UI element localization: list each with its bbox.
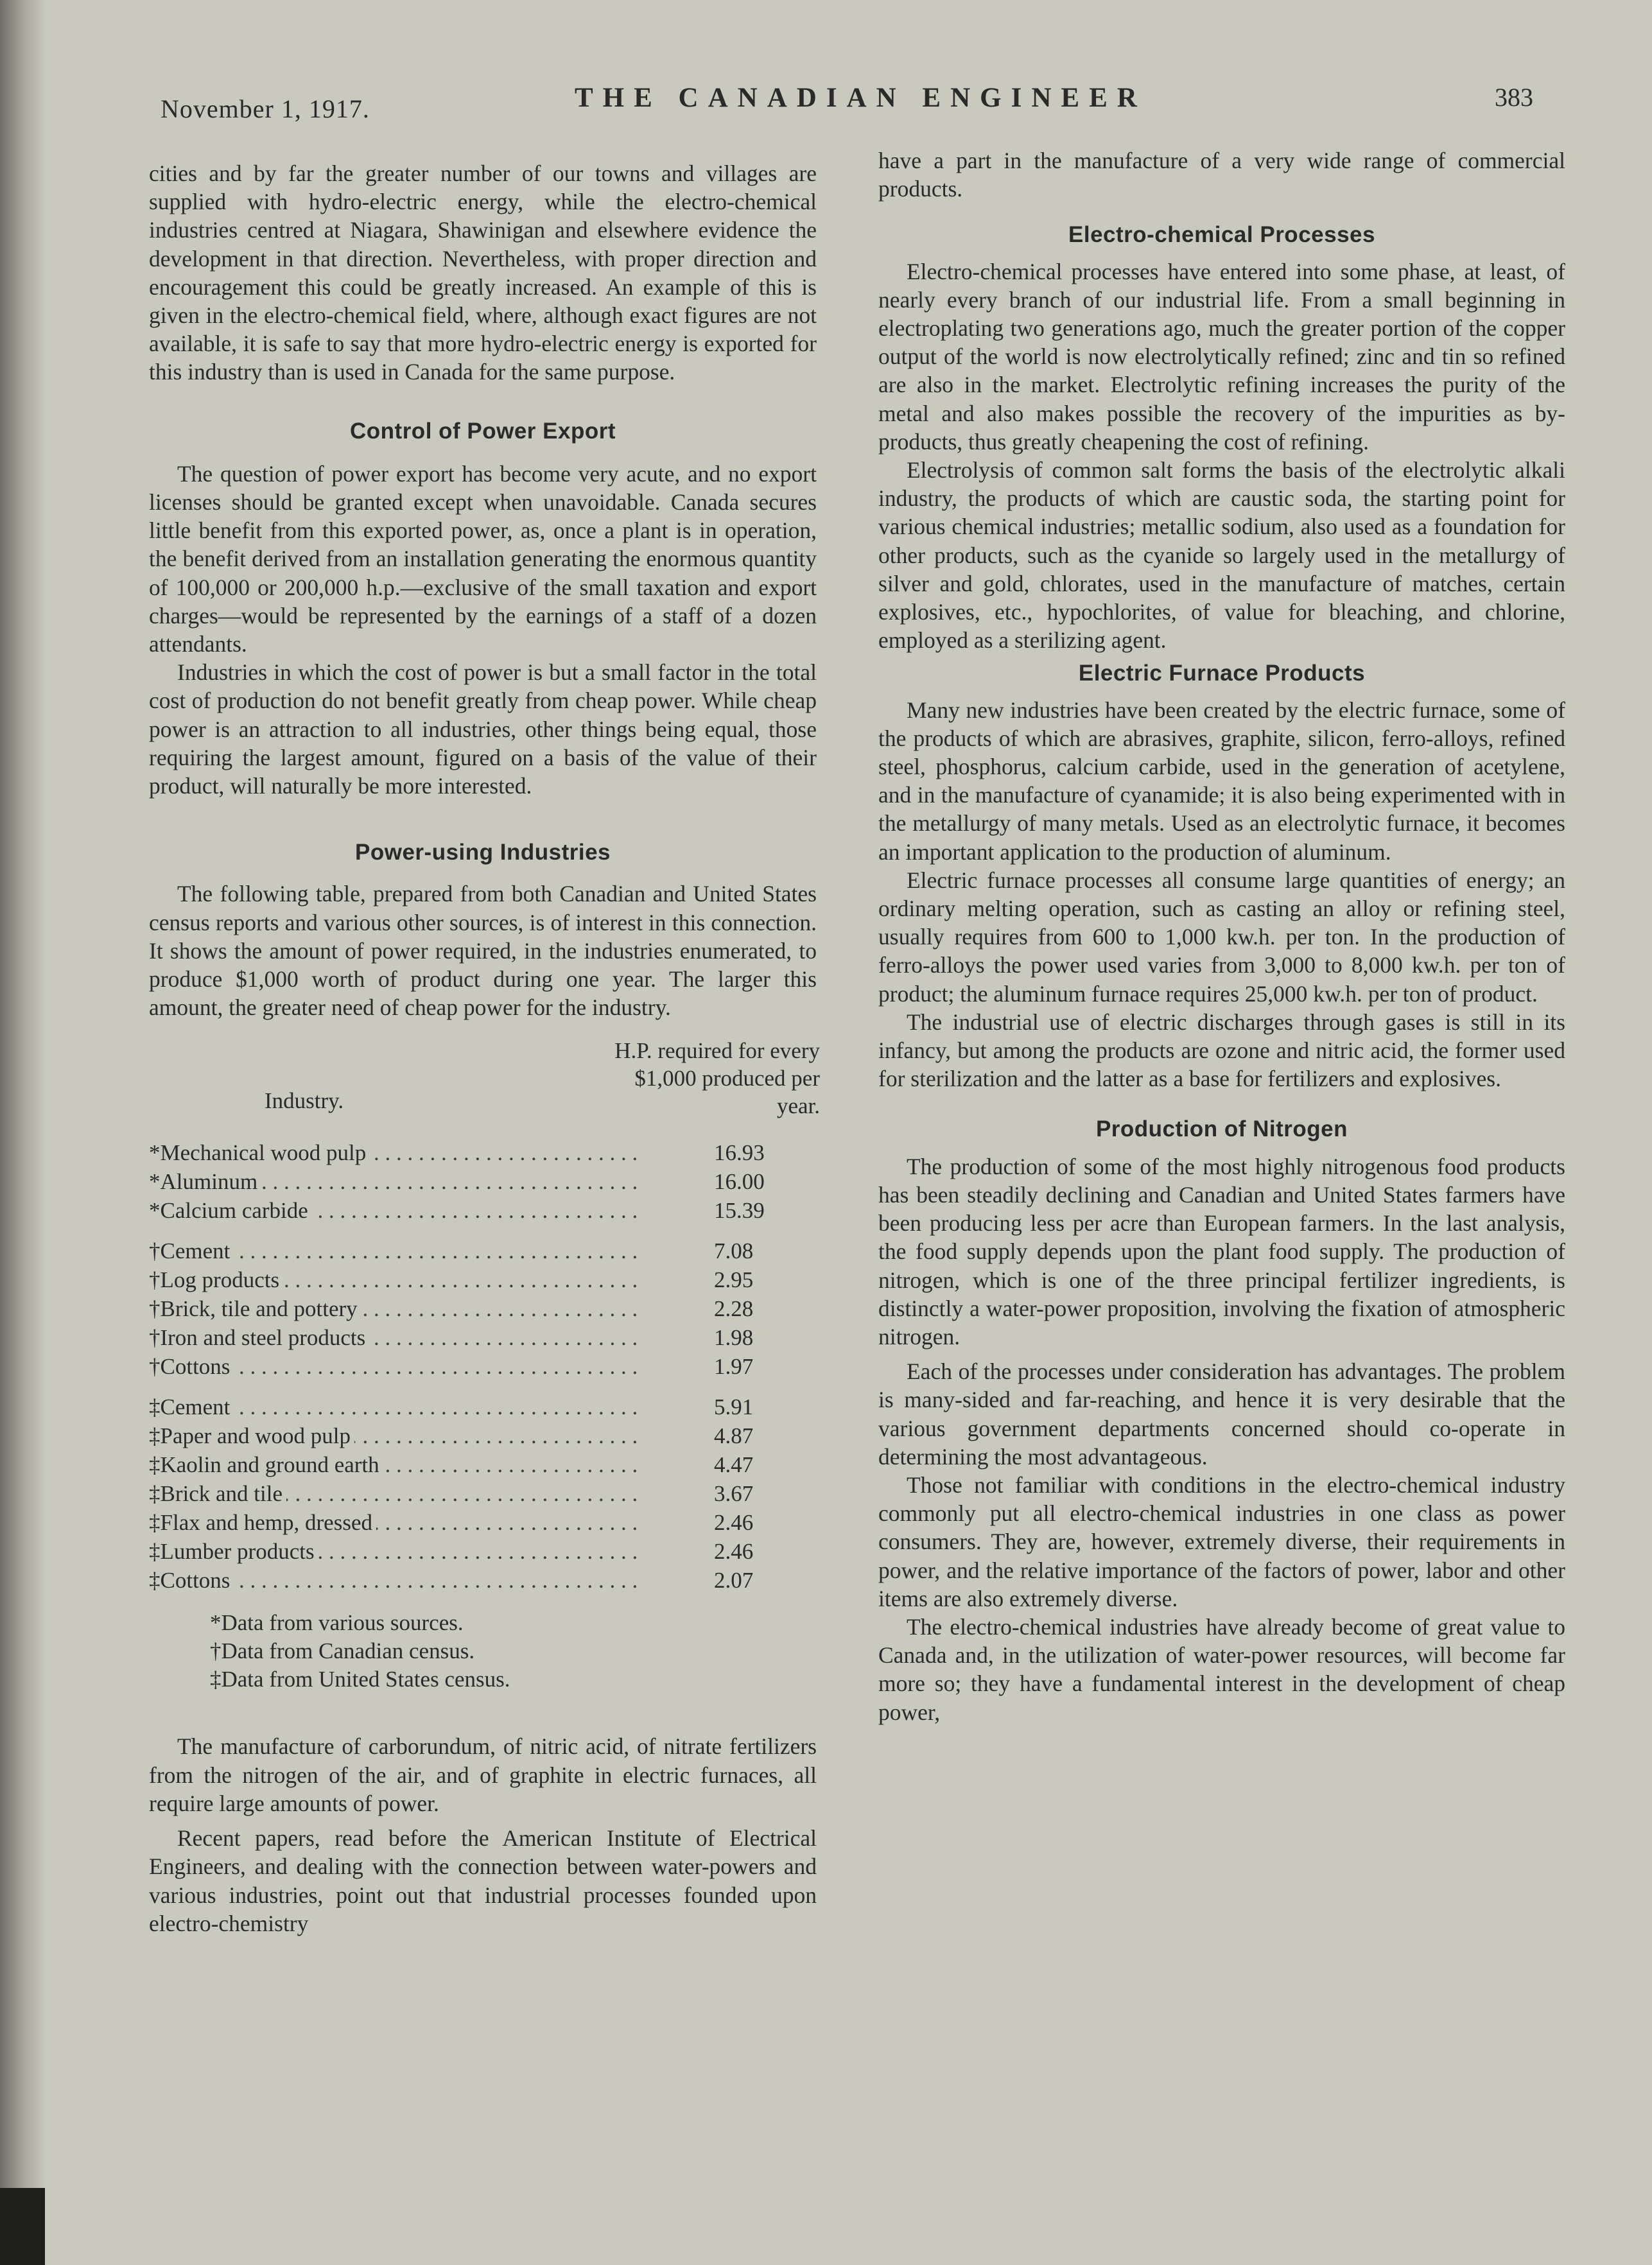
table-row <box>149 1237 817 1265</box>
issue-date: November 1, 1917. <box>161 94 370 123</box>
table-note: ‡Data from United States census. <box>210 1667 510 1692</box>
table-note: †Data from Canadian census. <box>210 1638 475 1664</box>
table-header <box>149 1037 820 1127</box>
table-group <box>149 1393 817 1595</box>
heading-control-of-power-export: Control of Power Export <box>350 418 616 444</box>
industry-name: †Brick, tile and pottery <box>149 1296 361 1321</box>
hp-value: 1.97 <box>714 1354 754 1380</box>
table-row <box>149 1294 817 1323</box>
hp-value: 2.07 <box>714 1568 754 1593</box>
left-intro-paragraph: cities and by far the greater number of our towns and villages are supplied with hydro-electric energy, while the electro-chemical industries centred at Niagara, Shawinigan and elsewhere evidence the development in that direction. Nevertheless, with proper direction and encouragement this could be greatly increased. An example of this is given in the electro-chemical field, where, although exact figures are not available, it is safe to say that more hydro-electric energy is exported for this industry than is used in Canada for the same purpose. <box>149 161 817 385</box>
heading-power-using-industries: Power-using Industries <box>355 840 611 865</box>
hp-value: 15.39 <box>714 1198 765 1224</box>
power-requirements-table <box>149 1037 820 1694</box>
table-row <box>149 1537 817 1566</box>
nitrogen-paragraph-2: Each of the processes under consideration has advantages. The problem is many-sided and far-reaching, and hence it is very desirable that the various government departments concerned should co-operate in determining the most advantageous. <box>878 1358 1565 1470</box>
nitrogen-paragraph-1: The production of some of the most highly nitrogenous food products has been steadily declining and Canadian and United States farmers have been producing less per acre than European farmers. In the last analysis, the food supply depends upon the plant food supply. The production of nitrogen, which is one of the three principal fertilizer ingredients, is distinctly a water-power proposition, involving the fixation of atmospheric nitrogen. <box>878 1153 1565 1349</box>
industry-name: ‡Brick and tile <box>149 1481 286 1506</box>
left-column <box>149 159 820 1938</box>
hp-value: 2.95 <box>714 1267 754 1293</box>
hp-value: 2.46 <box>714 1510 754 1536</box>
industry-name: ‡Flax and hemp, dressed <box>149 1510 376 1535</box>
table-row <box>149 1265 817 1294</box>
industry-name: †Cement <box>149 1238 234 1263</box>
nitrogen-paragraph-4: The electro-chemical industries have already become of great value to Canada and, in the utilization of water-power resources, will become far more so; they have a fundamental interest in the development of cheap power, <box>878 1613 1565 1725</box>
recent-papers-paragraph: Recent papers, read before the American Institute of Electrical Engineers, and dealing with the connection between water-powers and various industries, point out that industrial processes founded upon electro-chemistry <box>149 1825 817 1936</box>
right-column <box>878 146 1565 1726</box>
hp-value: 4.47 <box>714 1452 754 1478</box>
table-row <box>149 1421 817 1450</box>
table-row <box>149 1323 817 1352</box>
table-body <box>149 1138 817 1595</box>
industry-name: ‡Kaolin and ground earth <box>149 1452 383 1477</box>
industry-name: †Cottons <box>149 1354 234 1379</box>
page-binding-shadow <box>0 0 45 2265</box>
journal-title: THE CANADIAN ENGINEER <box>575 83 1147 113</box>
nitrogen-paragraph-3: Those not familiar with conditions in the electro-chemical industry commonly put all electro-chemical industries in one class as power consumers. They are, however, extremely diverse, their requirements in power, and the relative importance of the factors of power, labor and other items are also extremely diverse. <box>878 1471 1565 1611</box>
table-notes <box>149 1609 817 1694</box>
industry-name: *Calcium carbide <box>149 1198 312 1223</box>
table-row <box>149 1393 817 1421</box>
table-row <box>149 1566 817 1595</box>
electro-chemical-paragraph-1: Electro-chemical processes have entered into some phase, at least, of nearly every branch of our industrial life. From a small beginning in electroplating two generations ago, much the greater portion of the copper output of the world is now electrolytically refined; zinc and tin so refined are also in the market. Electrolytic refining increases the purity of the metal and also makes possible the recovery of the impurities as by-products, thus greatly cheapening the cost of refining. <box>878 258 1565 455</box>
table-row <box>149 1450 817 1479</box>
electric-furnace-paragraph-3: The industrial use of electric discharges through gases is still in its infancy, but among the products are ozone and nitric acid, the former used for sterilization and the latter as a base for fertilizers and explosives. <box>878 1009 1565 1092</box>
heading-electro-chemical-processes: Electro-chemical Processes <box>1068 222 1375 248</box>
industry-name: ‡Cement <box>149 1394 234 1419</box>
carborundum-paragraph: The manufacture of carborundum, of nitric acid, of nitrate fertilizers from the nitrogen of the air, and of graphite in electric furnaces, all require large amounts of power. <box>149 1733 817 1816</box>
table-row <box>149 1508 817 1537</box>
power-export-paragraph-1: The question of power export has become very acute, and no export licenses should be granted except when unavoidable. Canada secures little benefit from this exported power, as, once a plant is in operation, the benefit derived from an installation generating the enormous quantity of 100,000 or 200,000 h.p.—exclusive of the small taxation and export charges—would be represented by the earnings of a staff of a dozen attendants. <box>149 460 817 657</box>
electric-furnace-paragraph-2: Electric furnace processes all consume large quantities of energy; an ordinary melting operation, such as casting an alloy or refining steel, usually requires from 600 to 1,000 kw.h. per ton. In the production of ferro-alloys the power used varies from 3,000 to 8,000 kw.h. per ton of product; the aluminum furnace requires 25,000 kw.h. per ton of product. <box>878 867 1565 1007</box>
page-number: 383 <box>1495 83 1533 112</box>
page-header <box>0 76 1652 127</box>
table-group <box>149 1138 817 1225</box>
industry-name: ‡Paper and wood pulp <box>149 1423 354 1448</box>
column-header-industry: Industry. <box>265 1088 344 1114</box>
hp-value: 7.08 <box>714 1238 754 1264</box>
right-intro-paragraph: have a part in the manufacture of a very wide range of commercial products. <box>878 148 1565 202</box>
hp-value: 2.28 <box>714 1296 754 1322</box>
hp-value: 1.98 <box>714 1325 754 1351</box>
power-using-paragraph: The following table, prepared from both Canadian and United States census reports and various other sources, is of interest in this connection. It shows the amount of power required, in the industries enumerated, to produce $1,000 worth of product during one year. The larger this amount, the greater need of cheap power for the industry. <box>149 881 817 1021</box>
heading-electric-furnace-products: Electric Furnace Products <box>1078 661 1366 686</box>
hp-value: 5.91 <box>714 1394 754 1420</box>
industry-name: *Aluminum <box>149 1169 261 1194</box>
industry-name: *Mechanical wood pulp <box>149 1140 370 1165</box>
hp-value: 3.67 <box>714 1481 754 1507</box>
hp-value: 16.00 <box>714 1169 765 1195</box>
industry-name: †Log products <box>149 1267 283 1292</box>
hp-value: 4.87 <box>714 1423 754 1449</box>
industry-name: †Iron and steel products <box>149 1325 369 1350</box>
table-group <box>149 1237 817 1381</box>
industry-name: ‡Lumber products <box>149 1539 318 1564</box>
table-note: *Data from various sources. <box>210 1610 464 1636</box>
electro-chemical-paragraph-2: Electrolysis of common salt forms the basis of the electrolytic alkali industry, the products of which are caustic soda, the starting point for various chemical industries; metallic sodium, also used as a foundation for other products, such as the cyanide so largely used in the metallurgy of silver and gold, chlorates, used in the manufacture of matches, certain explosives, etc., hypochlorites, of value for bleaching, and chlorine, employed as a sterilizing agent. <box>878 457 1565 654</box>
table-row <box>149 1352 817 1381</box>
hp-value: 2.46 <box>714 1539 754 1565</box>
electric-furnace-paragraph-1: Many new industries have been created by the electric furnace, some of the products of which are abrasives, graphite, silicon, ferro-alloys, refined steel, phosphorus, calcium carbide, used in the generation of acetylene, and in the manufacture of cyanamide; it is also being experimented with in the metallurgy of many metals. Used as an electrolytic furnace, it becomes an important application to the production of aluminum. <box>878 697 1565 865</box>
industry-name: ‡Cottons <box>149 1568 234 1593</box>
power-export-paragraph-2: Industries in which the cost of power is but a small factor in the total cost of production do not benefit greatly from cheap power. While cheap power is an attraction to all industries, other things being equal, those requiring the largest amount, figured on a basis of the value of their product, will naturally be more interested. <box>149 659 817 799</box>
hp-value: 16.93 <box>714 1140 765 1166</box>
heading-production-of-nitrogen: Production of Nitrogen <box>1095 1116 1348 1141</box>
column-header-hp: H.P. required for every $1,000 produced per year. <box>614 1038 820 1119</box>
table-row <box>149 1196 817 1225</box>
table-row <box>149 1479 817 1508</box>
table-row <box>149 1167 817 1196</box>
page-corner-shadow <box>0 2188 45 2265</box>
table-row <box>149 1138 817 1167</box>
